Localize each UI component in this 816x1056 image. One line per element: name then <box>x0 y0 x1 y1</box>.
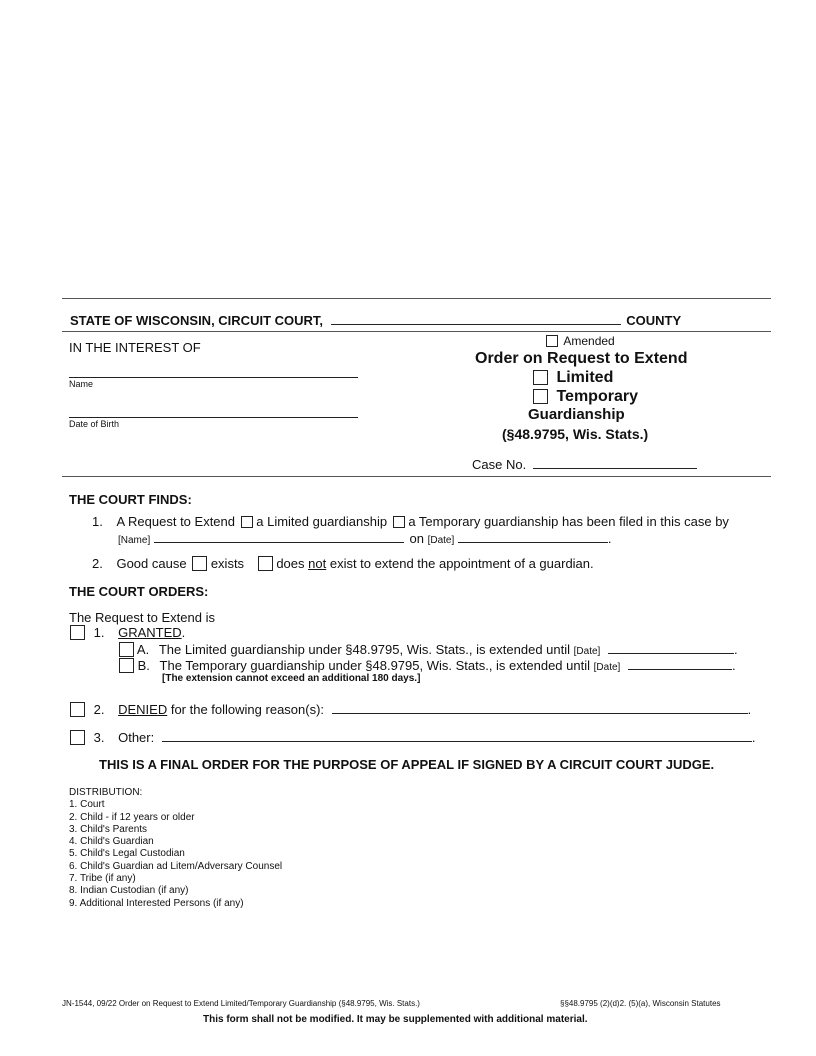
order-2-number: 2. <box>93 702 105 717</box>
amended-checkbox[interactable] <box>546 335 558 347</box>
orders-heading: THE COURT ORDERS: <box>69 584 209 599</box>
filed-by-row: [Name] on [Date] . <box>118 531 612 546</box>
option-a-date-tag: [Date] <box>573 646 601 657</box>
option-b-label: B. <box>137 658 150 673</box>
list-item: 8. Indian Custodian (if any) <box>69 885 189 897</box>
does-label: does <box>276 556 305 571</box>
dob-line[interactable] <box>69 417 358 418</box>
option-b-checkbox[interactable] <box>119 658 134 673</box>
option-a-text: The Limited guardianship under §48.9795, Wis. Stats., is extended until <box>158 642 571 657</box>
statute-label: (§48.9795, Wis. Stats.) <box>502 426 649 442</box>
option-a-checkbox[interactable] <box>119 642 134 657</box>
temporary-label: Temporary <box>556 388 638 405</box>
order-2-row: 2. DENIED for the following reason(s): . <box>70 701 751 717</box>
denied-label: DENIED <box>118 702 168 717</box>
temporary-checkbox[interactable] <box>533 389 548 404</box>
option-b-date-input[interactable] <box>628 657 732 670</box>
amended-row <box>546 334 615 348</box>
county-label: COUNTY <box>626 313 682 328</box>
statutes-reference: §§48.9795 (2)(d)2. (5)(a), Wisconsin Statutes <box>560 999 721 1008</box>
list-item: 9. Additional Interested Persons (if any) <box>69 897 244 909</box>
denied-reasons-label: for the following reason(s): <box>170 702 325 717</box>
list-item: 7. Tribe (if any) <box>69 873 136 885</box>
good-cause-label: Good cause <box>116 556 187 571</box>
list-item: 2. Child - if 12 years or older <box>69 811 195 823</box>
limited-request-checkbox[interactable] <box>241 516 253 528</box>
order-3-number: 3. <box>93 730 105 745</box>
does-not-exist-checkbox[interactable] <box>258 556 273 571</box>
denied-reasons-input[interactable] <box>332 701 748 714</box>
name-tag: [Name] <box>118 535 151 546</box>
state-court-line <box>70 312 681 328</box>
limited-request-label: a Limited guardianship <box>256 514 388 529</box>
option-b-text: The Temporary guardianship under §48.9795, Wis. Stats., is extended until <box>159 658 591 673</box>
order-1-row: 1. GRANTED. <box>70 625 185 640</box>
limited-label: Limited <box>556 369 614 386</box>
date-tag: [Date] <box>427 535 455 546</box>
case-no-label: Case No. <box>472 457 527 472</box>
finds-item-1-text: A Request to Extend <box>116 514 235 529</box>
order-3-row: 3. Other: . <box>70 729 755 745</box>
name-label: Name <box>69 379 94 389</box>
order-1-number: 1. <box>93 625 105 640</box>
request-intro: The Request to Extend is <box>69 610 215 625</box>
list-item: 5. Child's Legal Custodian <box>69 848 185 860</box>
list-item: 4. Child's Guardian <box>69 836 154 848</box>
finds-item-2-number: 2. <box>92 556 103 571</box>
guardianship-label: Guardianship <box>528 406 625 423</box>
state-court-label: STATE OF WISCONSIN, CIRCUIT COURT, <box>70 313 324 328</box>
form-title: Order on Request to Extend <box>475 350 688 367</box>
finds-item-2 <box>92 556 594 571</box>
dob-label: Date of Birth <box>69 419 120 429</box>
header-rule <box>62 331 771 332</box>
finds-item-1 <box>92 514 729 529</box>
not-label: not <box>308 556 327 571</box>
limited-checkbox[interactable] <box>533 370 548 385</box>
name-line[interactable] <box>69 377 358 378</box>
county-input[interactable] <box>331 312 621 325</box>
modification-notice: This form shall not be modified. It may be supplemented with additional material. <box>203 1014 588 1025</box>
granted-label: GRANTED <box>118 625 182 640</box>
denied-checkbox[interactable] <box>70 702 85 717</box>
order-1a-row: A. The Limited guardianship under §48.9795, Wis. Stats., is extended until [Date] . <box>119 641 738 657</box>
list-item: 1. Court <box>69 799 105 811</box>
in-interest-of-label: IN THE INTEREST OF <box>69 340 201 355</box>
final-order-statement: THIS IS A FINAL ORDER FOR THE PURPOSE OF APPEAL IF SIGNED BY A CIRCUIT COURT JUDGE. <box>99 757 715 772</box>
option-a-date-input[interactable] <box>608 641 734 654</box>
other-label: Other: <box>118 730 155 745</box>
exists-label: exists <box>210 556 245 571</box>
finds-heading: THE COURT FINDS: <box>69 492 192 507</box>
list-item: 3. Child's Parents <box>69 823 148 835</box>
option-b-date-tag: [Date] <box>593 662 621 673</box>
other-input[interactable] <box>162 729 752 742</box>
top-rule <box>62 298 771 299</box>
temporary-row <box>533 388 638 406</box>
amended-label: Amended <box>563 334 615 348</box>
distribution-heading: DISTRIBUTION: <box>69 787 143 798</box>
on-label: on <box>409 531 424 546</box>
case-no-input[interactable] <box>533 456 697 469</box>
form-id: JN-1544, 09/22 Order on Request to Extend Limited/Temporary Guardianship (§48.9795, Wis. Stats.) <box>62 999 420 1008</box>
extension-note: [The extension cannot exceed an additional 180 days.] <box>162 673 421 684</box>
other-checkbox[interactable] <box>70 730 85 745</box>
order-1b-row: B. The Temporary guardianship under §48.9795, Wis. Stats., is extended until [Date] . <box>119 657 736 673</box>
list-item: 6. Child's Guardian ad Litem/Adversary Counsel <box>69 860 283 872</box>
header-bottom-rule <box>62 476 771 477</box>
case-no-row <box>472 456 697 472</box>
exists-checkbox[interactable] <box>192 556 207 571</box>
filer-name-input[interactable] <box>154 530 404 543</box>
granted-checkbox[interactable] <box>70 625 85 640</box>
temporary-request-label: a Temporary guardianship has been filed in this case by <box>408 514 729 529</box>
does-not-exist-rest: exist to extend the appointment of a guardian. <box>329 556 594 571</box>
filed-date-input[interactable] <box>458 530 608 543</box>
limited-row <box>533 369 613 387</box>
distribution-list <box>69 787 282 910</box>
option-a-label: A. <box>136 642 150 657</box>
temporary-request-checkbox[interactable] <box>393 516 405 528</box>
finds-item-1-number: 1. <box>92 514 103 529</box>
